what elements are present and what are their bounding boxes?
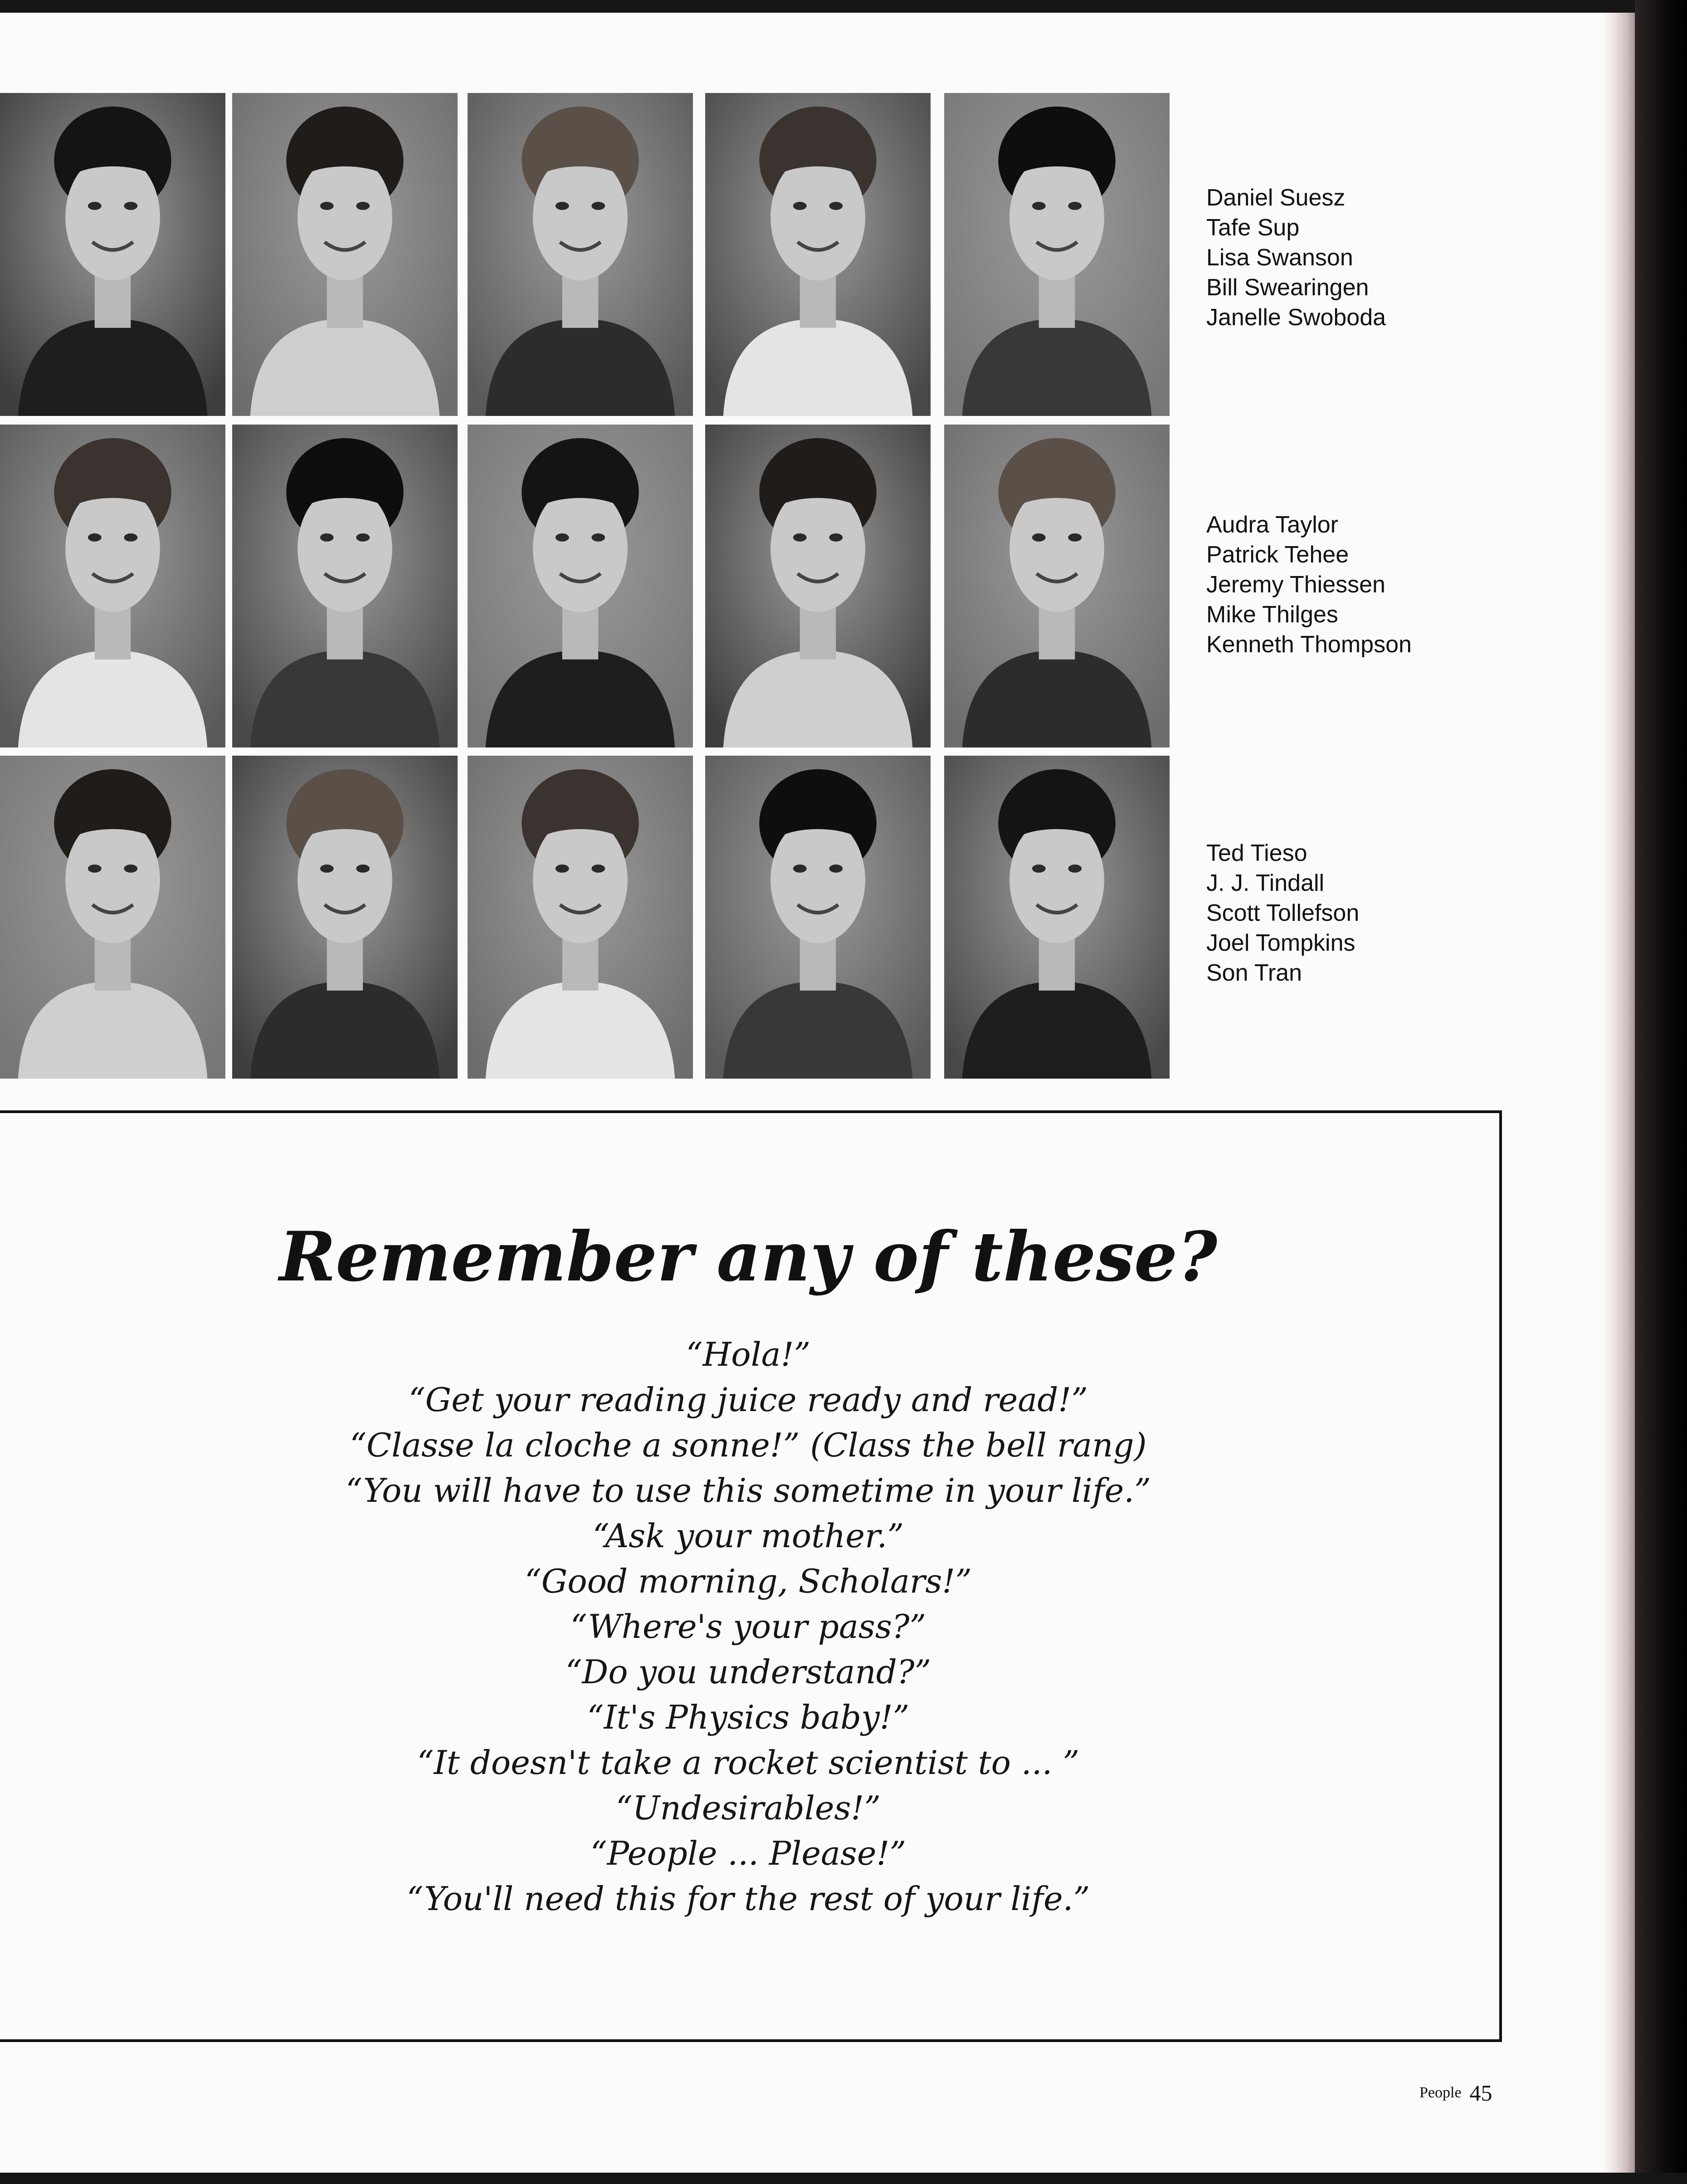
student-name: Mike Thilges	[1206, 601, 1338, 628]
quote-line: “Where's your pass?”	[570, 1607, 926, 1646]
student-portrait	[232, 425, 458, 748]
quote-box-title: Remember any of these?	[279, 1217, 1218, 1297]
quote-line: “Undesirables!”	[615, 1789, 881, 1827]
student-portrait	[944, 425, 1170, 748]
student-name: Joel Tompkins	[1206, 930, 1355, 956]
page-folio	[1419, 2080, 1492, 2106]
quote-line: “You will have to use this sometime in your life.”	[346, 1471, 1151, 1510]
quote-line: “You'll need this for the rest of your life.”	[406, 1880, 1090, 1918]
binding-edge	[1635, 0, 1687, 2184]
student-portrait	[468, 425, 693, 748]
quote-line: “People ... Please!”	[590, 1834, 907, 1872]
quote-line: “Do you understand?”	[565, 1653, 931, 1691]
student-name: Scott Tollefson	[1206, 900, 1360, 926]
page-edge-shadow	[1603, 13, 1635, 2176]
student-portrait	[705, 756, 931, 1079]
student-portrait	[0, 425, 225, 748]
page-number: 45	[1469, 2080, 1492, 2106]
student-portrait	[705, 93, 931, 416]
quote-line: “It doesn't take a rocket scientist to ... ”	[417, 1744, 1080, 1782]
quote-line: “Get your reading juice ready and read!”	[408, 1381, 1088, 1419]
scan-bottom-edge	[0, 2173, 1687, 2184]
student-name: Patrick Tehee	[1206, 542, 1349, 568]
quote-line: “Ask your mother.”	[592, 1517, 904, 1555]
name-list-row-2	[1206, 510, 1412, 660]
student-name: Lisa Swanson	[1206, 244, 1353, 271]
quote-box	[0, 1110, 1502, 2042]
quote-list	[0, 1332, 1497, 1921]
quote-line: “Good morning, Scholars!”	[524, 1562, 972, 1600]
quote-line: “Hola!”	[686, 1335, 811, 1373]
student-name: Audra Taylor	[1206, 512, 1338, 538]
student-name: Jeremy Thiessen	[1206, 572, 1385, 598]
quote-line: “Classe la cloche a sonne!” (Class the bell rang)	[350, 1426, 1147, 1464]
student-portrait	[944, 756, 1170, 1079]
student-portrait	[232, 756, 458, 1079]
section-label: People	[1419, 2084, 1462, 2101]
student-portrait	[0, 93, 225, 416]
scan-top-edge	[0, 0, 1687, 13]
name-list-row-3	[1206, 838, 1359, 988]
student-name: Ted Tieso	[1206, 840, 1307, 866]
student-name: Janelle Swoboda	[1206, 304, 1386, 331]
student-name: Son Tran	[1206, 960, 1302, 986]
student-portrait	[468, 93, 693, 416]
student-portrait	[468, 756, 693, 1079]
student-portrait	[0, 756, 225, 1079]
student-portrait	[705, 425, 931, 748]
quote-line: “It's Physics baby!”	[587, 1698, 910, 1736]
student-name: J. J. Tindall	[1206, 870, 1325, 896]
student-name: Bill Swearingen	[1206, 274, 1369, 301]
student-name: Tafe Sup	[1206, 215, 1300, 241]
name-list-row-1	[1206, 183, 1386, 332]
student-portrait	[944, 93, 1170, 416]
student-portrait	[232, 93, 458, 416]
student-name: Kenneth Thompson	[1206, 631, 1412, 658]
student-name: Daniel Suesz	[1206, 185, 1346, 211]
